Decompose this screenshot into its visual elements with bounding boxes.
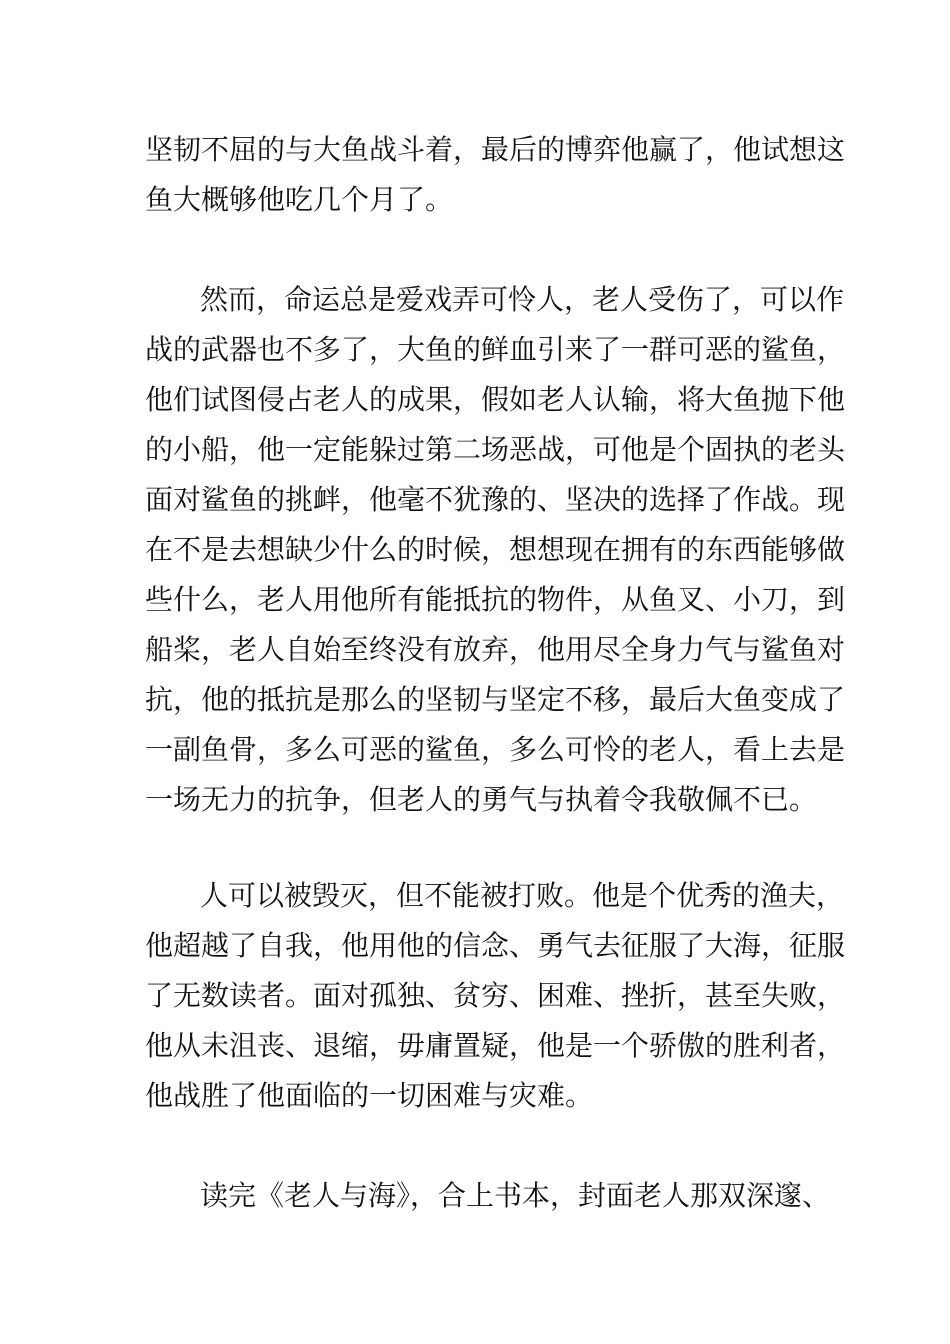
text-line: 一副鱼骨，多么可恶的鲨鱼，多么可怜的老人，看上去是	[145, 733, 846, 766]
text-line: 人可以被毁灭，但不能被打败。他是个优秀的渔夫，	[200, 879, 845, 912]
text-line: 鱼大概够他吃几个月了。	[145, 183, 454, 216]
text-line: 抗，他的抵抗是那么的坚韧与坚定不移，最后大鱼变成了	[145, 683, 846, 716]
text-line: 他超越了自我，他用他的信念、勇气去征服了大海，征服	[145, 929, 846, 962]
text-line: 他战胜了他面临的一切困难与灾难。	[145, 1079, 594, 1112]
text-line: 一场无力的抗争，但老人的勇气与执着令我敬佩不已。	[145, 783, 818, 816]
text-line: 面对鲨鱼的挑衅，他毫不犹豫的、坚决的选择了作战。现	[145, 483, 846, 516]
text-line: 读完《老人与海》，合上书本，封面老人那双深邃、	[200, 1179, 831, 1212]
text-line: 然而，命运总是爱戏弄可怜人，老人受伤了，可以作	[200, 283, 845, 316]
text-line: 战的武器也不多了，大鱼的鲜血引来了一群可恶的鲨鱼，	[145, 333, 846, 366]
text-line: 他从未沮丧、退缩，毋庸置疑，他是一个骄傲的胜利者，	[145, 1029, 846, 1062]
text-line: 坚韧不屈的与大鱼战斗着，最后的博弈他赢了，他试想这	[145, 133, 846, 166]
text-line: 船桨，老人自始至终没有放弃，他用尽全身力气与鲨鱼对	[145, 633, 846, 666]
text-line: 的小船，他一定能躲过第二场恶战，可他是个固执的老头	[145, 433, 846, 466]
text-line: 些什么，老人用他所有能抵抗的物件，从鱼叉、小刀，到	[145, 583, 846, 616]
text-line: 在不是去想缺少什么的时候，想想现在拥有的东西能够做	[145, 533, 846, 566]
text-line: 了无数读者。面对孤独、贫穷、困难、挫折，甚至失败，	[145, 979, 846, 1012]
text-line: 他们试图侵占老人的成果，假如老人认输，将大鱼抛下他	[145, 383, 846, 416]
